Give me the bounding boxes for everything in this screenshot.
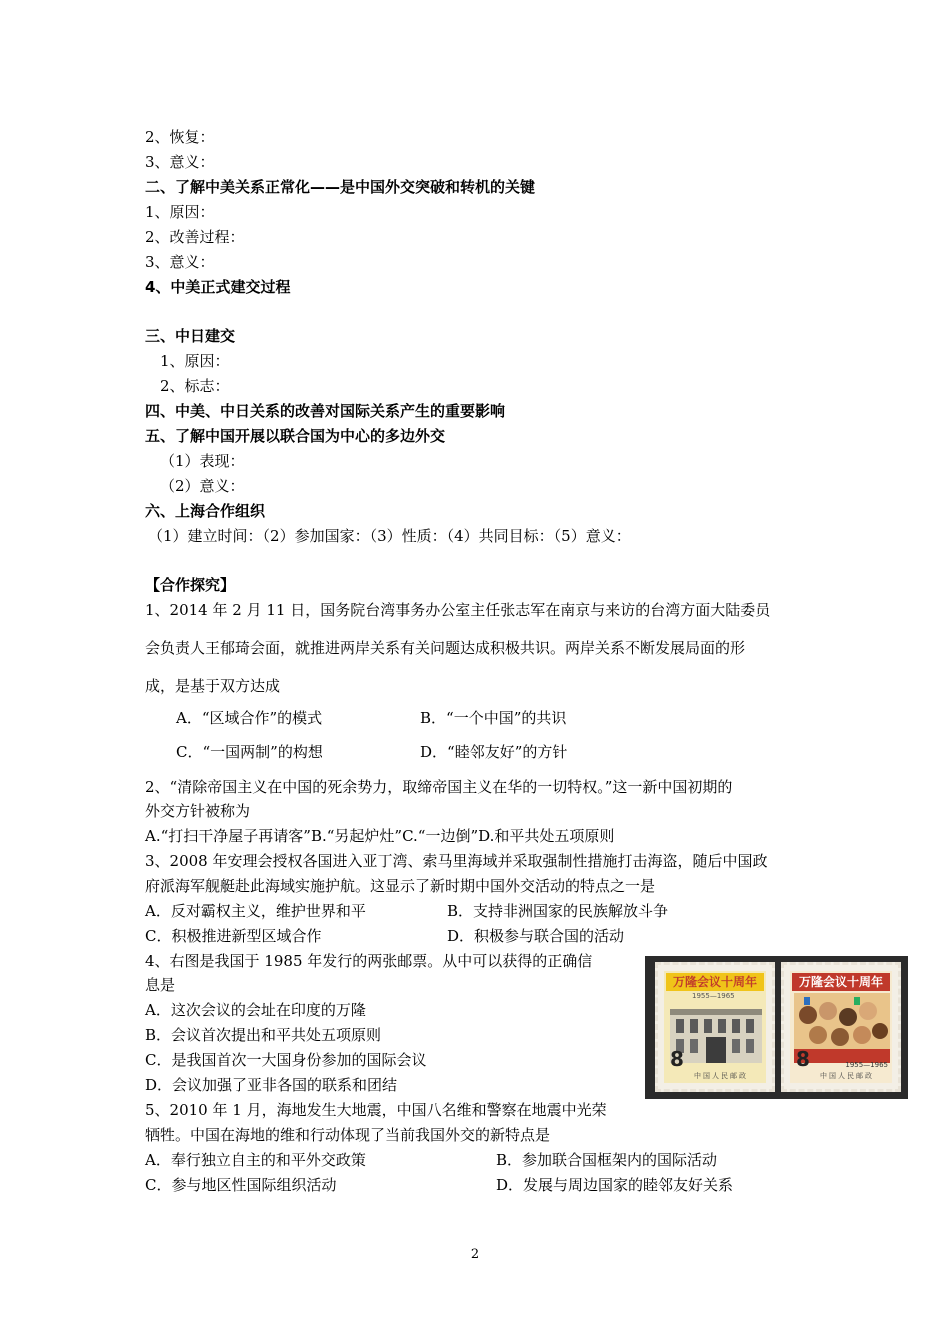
stamp-right-value: 8 (796, 1047, 810, 1071)
stamp-left-title: 万隆会议十周年 (666, 973, 764, 991)
stamps-image (645, 956, 908, 1099)
outline-line: 3、意义： (145, 153, 215, 171)
page-number: 2 (470, 1247, 480, 1262)
question-text: 5、2010 年 1 月，海地发生大地震，中国八名维和警察在地震中光荣 (145, 1101, 607, 1119)
answer-option: A．“区域合作”的模式 (176, 709, 323, 727)
question-text: 息是 (145, 976, 176, 994)
outline-line: 2、标志： (160, 377, 230, 395)
stamp-right (781, 962, 901, 1092)
question-text: 成，是基于双方达成 (145, 677, 281, 695)
stamp-right-country: 中国人民邮政 (820, 1072, 874, 1080)
section-heading: 六、上海合作组织 (145, 502, 266, 520)
answer-option: C．参与地区性国际组织活动 (145, 1176, 337, 1194)
answer-option: D．会议加强了亚非各国的联系和团结 (145, 1076, 398, 1094)
answer-option: A．反对霸权主义，维护世界和平 (145, 902, 366, 920)
answer-option: B．会议首次提出和平共处五项原则 (145, 1026, 382, 1044)
outline-line: （2）意义： (160, 477, 245, 495)
answer-option: C．是我国首次一大国身份参加的国际会议 (145, 1051, 427, 1069)
question-text: 3、2008 年安理会授权各国进入亚丁湾、索马里海域并采取强制性措施打击海盗，随后中国政 (145, 852, 768, 870)
section-heading: 四、中美、中日关系的改善对国际关系产生的重要影响 (145, 402, 506, 420)
stamp-right-title: 万隆会议十周年 (792, 973, 890, 991)
answer-option: C．“一国两制”的构想 (176, 743, 323, 761)
outline-line: 1、原因： (160, 352, 230, 370)
section-heading: 五、了解中国开展以联合国为中心的多边外交 (145, 427, 446, 445)
question-text: 牺牲。中国在海地的维和行动体现了当前我国外交的新特点是 (145, 1126, 551, 1144)
answer-option: A．奉行独立自主的和平外交政策 (145, 1151, 366, 1169)
question-text: 2、“清除帝国主义在中国的死余势力，取缔帝国主义在华的一切特权。”这一新中国初期的 (145, 778, 733, 796)
stamp-left-country: 中国人民邮政 (694, 1072, 748, 1080)
question-text: 4、右图是我国于 1985 年发行的两张邮票。从中可以获得的正确信 (145, 952, 593, 970)
question-text: 1、2014 年 2 月 11 日，国务院台湾事务办公室主任张志军在南京与来访的台湾方面大陆委员 (145, 601, 771, 619)
outline-line: 1、原因： (145, 203, 215, 221)
answer-option: D．“睦邻友好”的方针 (420, 743, 568, 761)
section-heading: 二、了解中美关系正常化——是中国外交突破和转机的关键 (145, 178, 536, 196)
answer-option: D．积极参与联合国的活动 (447, 927, 625, 945)
stamp-left-years: 1955—1965 (692, 992, 735, 1000)
answer-option: A．这次会议的会址在印度的万隆 (145, 1001, 366, 1019)
question-text: 会负责人王郁琦会面，就推进两岸关系有关问题达成积极共识。两岸关系不断发展局面的形 (145, 639, 746, 657)
outline-line: 2、恢复： (145, 128, 215, 146)
stamp-right-years: 1955—1965 (845, 1061, 888, 1069)
answer-option: D．发展与周边国家的睦邻友好关系 (496, 1176, 734, 1194)
stamp-left (655, 962, 775, 1092)
section-heading: 三、中日建交 (145, 327, 236, 345)
question-text: 府派海军舰艇赴此海域实施护航。这显示了新时期中国外交活动的特点之一是 (145, 877, 656, 895)
section-heading: 4、中美正式建交过程 (145, 278, 291, 296)
outline-line: 3、意义： (145, 253, 215, 271)
section-title: 【合作探究】 (145, 576, 236, 594)
answer-option: B．参加联合国框架内的国际活动 (496, 1151, 718, 1169)
question-text: 外交方针被称为 (145, 802, 251, 820)
answer-option: B．支持非洲国家的民族解放斗争 (447, 902, 669, 920)
outline-line: （1）建立时间：（2）参加国家：（3）性质：（4）共同目标：（5）意义： (148, 527, 631, 545)
outline-line: 2、改善过程： (145, 228, 245, 246)
stamp-left-value: 8 (670, 1047, 684, 1071)
answer-option: C．积极推进新型区域合作 (145, 927, 322, 945)
answer-option: B．“一个中国”的共识 (420, 709, 567, 727)
outline-line: （1）表现： (160, 452, 245, 470)
answer-options: A.“打扫干净屋子再请客”B.“另起炉灶”C.“一边倒”D.和平共处五项原则 (145, 827, 615, 845)
